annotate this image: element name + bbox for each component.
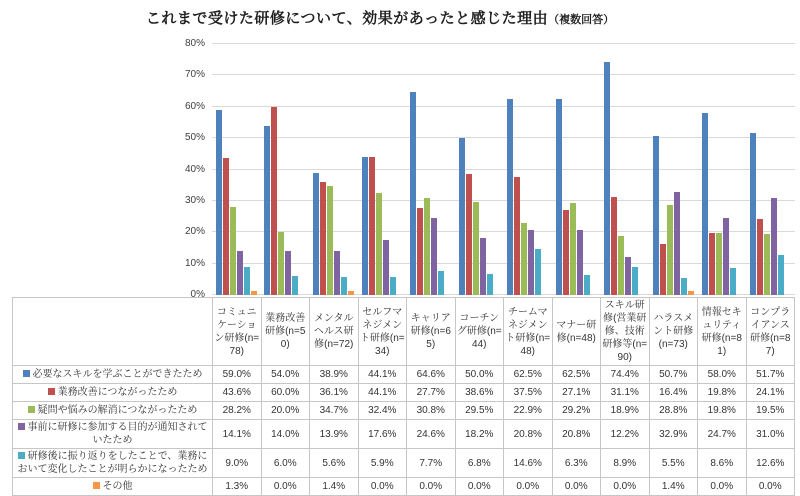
value-cell: 14.1% [213, 420, 262, 449]
value-cell: 22.9% [504, 402, 553, 420]
bar [757, 219, 763, 295]
bar [778, 255, 784, 295]
y-axis-tick-label: 70% [184, 69, 205, 81]
bar [521, 223, 527, 295]
bar [424, 198, 430, 295]
bar-group [358, 44, 407, 295]
series-name: 事前に研修に参加する目的が通知されていたため [27, 422, 208, 446]
bar [584, 275, 590, 295]
category-header-cell: セルフマネジメント研修(n=34) [358, 298, 407, 366]
series-name: その他 [102, 481, 133, 492]
category-header-cell: ハラスメント研修(n=73) [649, 298, 698, 366]
value-cell: 12.2% [601, 420, 650, 449]
value-cell: 0.0% [455, 478, 504, 496]
legend-swatch-icon [23, 370, 30, 377]
chart-title-text: これまで受けた研修について、効果があったと感じた理由 [145, 10, 549, 27]
bar-group [212, 44, 261, 295]
value-cell: 6.0% [261, 449, 310, 478]
bar [723, 218, 729, 295]
table-row [13, 402, 795, 420]
bar [709, 233, 715, 295]
bar [285, 251, 291, 295]
table-header-row [13, 298, 795, 366]
bar [327, 186, 333, 295]
value-cell: 6.8% [455, 449, 504, 478]
value-cell: 34.7% [310, 402, 359, 420]
bar [653, 136, 659, 295]
value-cell: 24.7% [698, 420, 747, 449]
value-cell: 20.8% [504, 420, 553, 449]
value-cell: 27.1% [552, 384, 601, 402]
series-name: 業務改善につながったため [57, 387, 178, 398]
series-legend-cell [13, 366, 213, 384]
bar [431, 218, 437, 295]
y-axis-tick-label: 80% [184, 38, 205, 49]
bar [556, 99, 562, 295]
value-cell: 0.0% [746, 478, 795, 496]
value-cell: 54.0% [261, 366, 310, 384]
bar [570, 203, 576, 295]
value-cell: 50.7% [649, 366, 698, 384]
value-cell: 5.6% [310, 449, 359, 478]
bar [278, 232, 284, 295]
value-cell: 62.5% [552, 366, 601, 384]
value-cell: 20.0% [261, 402, 310, 420]
legend-swatch-icon [18, 452, 25, 459]
bar [244, 267, 250, 295]
bar [466, 174, 472, 295]
bar [674, 192, 680, 295]
y-axis-tick-label: 60% [184, 100, 205, 112]
bar-group [552, 44, 601, 295]
legend-swatch-icon [48, 388, 55, 395]
y-axis-tick-label: 40% [184, 163, 205, 175]
bar [618, 236, 624, 295]
value-cell: 0.0% [407, 478, 456, 496]
bar [577, 230, 583, 295]
bar [264, 126, 270, 295]
bar [625, 257, 631, 295]
table-row [13, 366, 795, 384]
bar [716, 233, 722, 295]
chart-title-note: （複数回答） [548, 14, 615, 26]
bar [688, 291, 694, 295]
value-cell: 19.8% [698, 402, 747, 420]
bar [535, 249, 541, 295]
category-header-cell: コミュニケーション研修(n=78) [213, 298, 262, 366]
series-name: 研修後に振り返りをしたことで、業務において変化したことが明らかになったため [17, 451, 208, 475]
series-legend-cell [13, 449, 213, 478]
chart-data-table [12, 297, 795, 496]
value-cell: 1.4% [310, 478, 359, 496]
bar [771, 198, 777, 295]
value-cell: 1.3% [213, 478, 262, 496]
value-cell: 64.6% [407, 366, 456, 384]
bar [383, 240, 389, 295]
value-cell: 14.0% [261, 420, 310, 449]
value-cell: 32.4% [358, 402, 407, 420]
series-legend-cell [13, 384, 213, 402]
value-cell: 37.5% [504, 384, 553, 402]
bar [702, 113, 708, 295]
bar [438, 271, 444, 295]
value-cell: 8.9% [601, 449, 650, 478]
value-cell: 38.9% [310, 366, 359, 384]
legend-swatch-icon [28, 406, 35, 413]
bar [563, 210, 569, 295]
category-header-cell: スキル研修(営業研修、技術研修等(n=90) [601, 298, 650, 366]
value-cell: 19.8% [698, 384, 747, 402]
table-row [13, 384, 795, 402]
value-cell: 16.4% [649, 384, 698, 402]
value-cell: 18.9% [601, 402, 650, 420]
bar [667, 205, 673, 295]
value-cell: 6.3% [552, 449, 601, 478]
bar [764, 234, 770, 295]
value-cell: 5.9% [358, 449, 407, 478]
value-cell: 31.0% [746, 420, 795, 449]
value-cell: 17.6% [358, 420, 407, 449]
value-cell: 9.0% [213, 449, 262, 478]
legend-swatch-icon [18, 423, 25, 430]
series-name: 必要なスキルを学ぶことができたため [32, 369, 203, 380]
value-cell: 44.1% [358, 384, 407, 402]
value-cell: 13.9% [310, 420, 359, 449]
value-cell: 43.6% [213, 384, 262, 402]
value-cell: 32.9% [649, 420, 698, 449]
bar [313, 173, 319, 295]
value-cell: 0.0% [504, 478, 553, 496]
plot-area [212, 44, 795, 295]
series-name: 疑問や悩みの解消につながったため [37, 405, 198, 416]
bar [348, 291, 354, 295]
bar-group [649, 44, 698, 295]
bar [632, 267, 638, 295]
value-cell: 51.7% [746, 366, 795, 384]
value-cell: 50.0% [455, 366, 504, 384]
value-cell: 7.7% [407, 449, 456, 478]
value-cell: 30.8% [407, 402, 456, 420]
value-cell: 29.2% [552, 402, 601, 420]
value-cell: 24.1% [746, 384, 795, 402]
y-axis-tick-label: 20% [184, 226, 205, 238]
bar [750, 133, 756, 295]
category-header-cell: チームマネジメント研修(n=48) [504, 298, 553, 366]
bar [514, 177, 520, 295]
value-cell: 31.1% [601, 384, 650, 402]
value-cell: 0.0% [552, 478, 601, 496]
bar [369, 157, 375, 295]
category-header-cell: マナー研修(n=48) [552, 298, 601, 366]
bar-group [406, 44, 455, 295]
y-axis-tick-label: 50% [184, 132, 205, 144]
bar-group [746, 44, 795, 295]
value-cell: 59.0% [213, 366, 262, 384]
bar [362, 157, 368, 295]
bar [604, 62, 610, 295]
value-cell: 14.6% [504, 449, 553, 478]
value-cell: 27.7% [407, 384, 456, 402]
value-cell: 0.0% [358, 478, 407, 496]
table-row [13, 420, 795, 449]
value-cell: 58.0% [698, 366, 747, 384]
bar-group [309, 44, 358, 295]
bar [230, 207, 236, 295]
y-axis-tick-label: 0% [190, 289, 205, 300]
bar [410, 92, 416, 295]
bar-group [455, 44, 504, 295]
bar [473, 202, 479, 295]
bar [507, 99, 513, 295]
bar [528, 230, 534, 295]
series-legend-cell [13, 402, 213, 420]
bar-group [503, 44, 552, 295]
bar-group [601, 44, 650, 295]
value-cell: 28.2% [213, 402, 262, 420]
legend-swatch-icon [93, 482, 100, 489]
bar [271, 107, 277, 295]
value-cell: 44.1% [358, 366, 407, 384]
bar [237, 251, 243, 295]
bar [611, 197, 617, 295]
value-cell: 60.0% [261, 384, 310, 402]
value-cell: 36.1% [310, 384, 359, 402]
chart-title [0, 0, 800, 28]
bar [223, 158, 229, 295]
value-cell: 20.8% [552, 420, 601, 449]
bar [292, 276, 298, 295]
bar [376, 193, 382, 295]
category-header-cell: 業務改善研修(n=50) [261, 298, 310, 366]
bar [487, 274, 493, 295]
category-header-cell: コンプライアンス研修(n=87) [746, 298, 795, 366]
value-cell: 62.5% [504, 366, 553, 384]
y-axis-tick-label: 30% [184, 194, 205, 206]
value-cell: 28.8% [649, 402, 698, 420]
category-header-cell: 情報セキュリティ研修(n=81) [698, 298, 747, 366]
bar [216, 110, 222, 295]
value-cell: 24.6% [407, 420, 456, 449]
bar [459, 138, 465, 295]
value-cell: 38.6% [455, 384, 504, 402]
value-cell: 1.4% [649, 478, 698, 496]
y-axis-tick-label: 10% [184, 257, 205, 269]
bar-group [261, 44, 310, 295]
value-cell: 0.0% [698, 478, 747, 496]
value-cell: 0.0% [601, 478, 650, 496]
value-cell: 12.6% [746, 449, 795, 478]
bar [417, 208, 423, 295]
bar [730, 268, 736, 295]
bar [660, 244, 666, 295]
series-legend-cell [13, 420, 213, 449]
category-header-cell: コーチング研修(n=44) [455, 298, 504, 366]
table-corner-cell [13, 298, 213, 366]
table-row [13, 449, 795, 478]
value-cell: 18.2% [455, 420, 504, 449]
bar-chart-plot [12, 38, 795, 300]
bar-group [698, 44, 747, 295]
category-header-cell: メンタルヘルス研修(n=72) [310, 298, 359, 366]
bar [251, 291, 257, 295]
value-cell: 29.5% [455, 402, 504, 420]
value-cell: 0.0% [261, 478, 310, 496]
bar [681, 278, 687, 295]
bar [320, 182, 326, 295]
category-header-cell: キャリア研修(n=65) [407, 298, 456, 366]
value-cell: 19.5% [746, 402, 795, 420]
value-cell: 74.4% [601, 366, 650, 384]
value-cell: 8.6% [698, 449, 747, 478]
bar [480, 238, 486, 295]
bar [334, 251, 340, 295]
bar [341, 277, 347, 295]
value-cell: 5.5% [649, 449, 698, 478]
bar [390, 277, 396, 296]
